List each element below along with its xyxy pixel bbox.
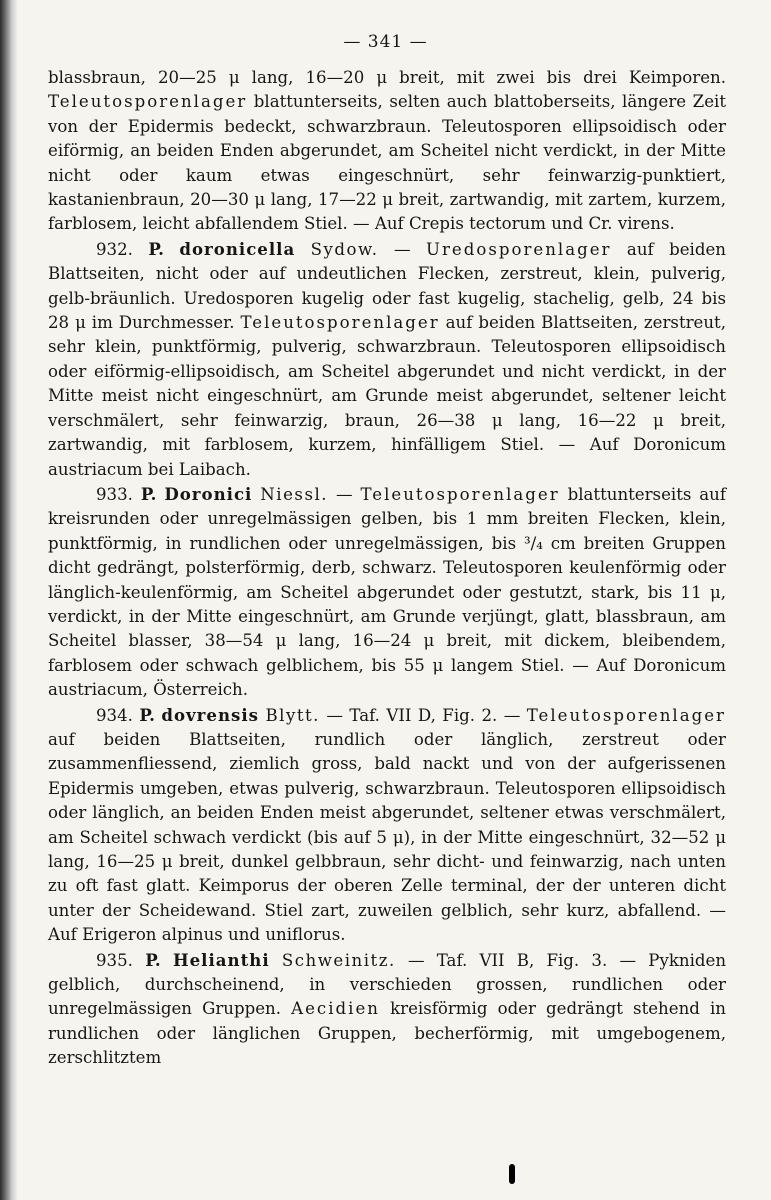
spaced-term: Teleutosporenlager (240, 313, 440, 333)
entry-number: 935. (96, 950, 133, 970)
text-run: — Taf. VII B, Fig. 3. — Pykniden gelblich, durchscheinend, in verschieden grossen, rundlichen oder unregelmässigen Gruppen. (48, 950, 727, 1019)
spaced-term: Teleutosporenlager (526, 705, 726, 725)
text-run: auf beiden Blattseiten, zerstreut, sehr klein, punktförmig, pulverig, schwarzbraun. Teleutosporen ellipsoidisch oder eiförmig-ellipsoidisch, am Scheitel abgerundet und nicht verdickt, in der Mitte meist nicht eingeschnürt, am Grunde meist abgerundet, seltener leicht verschmälert, sehr feinwarzig, braun, 26—38 μ lang, 16—22 μ breit, zartwandig, mit farblosem, kurzem, hinfälligem Stiel. — Auf Doronicum austriacum bei Laibach. (48, 313, 726, 479)
species-name: dovrensis (161, 704, 260, 725)
species-entry-932 (48, 237, 726, 482)
entry-number: 934. (96, 705, 133, 725)
species-name: doronicella (179, 238, 296, 259)
text-run: kreisförmig oder gedrängt stehend in rundlichen oder länglichen Gruppen, becherförmig, mit umgebogenem, zerschlitztem (48, 999, 726, 1068)
text-run: blattunterseits auf kreisrunden oder unregelmässigen gelben, bis 1 mm breiten Flecken, klein, punktförmig, in rundlichen oder unregelmässigen, bis ³/₄ cm breiten Gruppen dicht gedrängt, polsterförmig, derb, schwarz. Teleutosporen keulenförmig oder länglich-keulenförmig, am Scheitel abgerundet oder gestutzt, stark, bis 11 μ, verdickt, in der Mitte eingeschnürt, am Grunde verjüngt, glatt, blassbraun, am Scheitel blasser, 38—54 μ lang, 16—24 μ breit, mit dickem, bleibendem, farblosem oder schwach gelblichem, bis 55 μ langem Stiel. — Auf Doronicum austriacum, Österreich. (48, 484, 727, 700)
continuation-paragraph (48, 66, 726, 237)
ink-mark (509, 1164, 515, 1184)
author-name: Schweinitz. (281, 950, 396, 970)
author-name: Blytt. (265, 705, 320, 725)
spaced-term: Uredosporenlager (426, 239, 612, 259)
species-entry-933 (48, 482, 726, 703)
genus-abbrev: P. (140, 483, 157, 504)
genus-abbrev: P. (148, 238, 164, 259)
text-run: — (328, 484, 361, 504)
text-run: — (378, 239, 426, 259)
page-body (48, 66, 726, 1071)
genus-abbrev: P. (139, 704, 155, 725)
entry-number: 933. (96, 484, 133, 504)
species-entry-934 (48, 703, 726, 948)
text-run: auf beiden Blattseiten, rundlich oder länglich, zerstreut oder zusammenfliessend, ziemlich gross, bald nackt und von der aufgerissenen Epidermis umgeben, etwas pulverig, schwarzbraun. Teleutosporen ellipsoidisch oder länglich, an beiden Enden meist abgerundet, seltener etwas verschmälert, am Scheitel schwach verdickt (bis auf 5 μ), in der Mitte eingeschnürt, 32—52 μ lang, 16—25 μ breit, dunkel gelbbraun, sehr dicht- und feinwarzig, nach unten zu oft fast glatt. Keimporus der oberen Zelle terminal, der der unteren dicht unter der Scheidewand. Stiel zart, zuweilen gelblich, sehr kurz, abfallend. — Auf Erigeron alpinus und uniflorus. (48, 729, 726, 945)
text-run: blassbraun, 20—25 μ lang, 16—20 μ breit, mit zwei bis drei Keimporen. (48, 68, 726, 87)
species-name: Doronici (164, 483, 253, 504)
author-name: Niessl. (260, 484, 329, 504)
author-name: Sydow. (310, 239, 379, 259)
entry-number: 932. (96, 239, 133, 259)
page-binding-shadow (0, 0, 18, 1200)
spaced-term: Teleutosporenlager (48, 92, 248, 112)
text-run: blattunterseits, selten auch blattoberseits, längere Zeit von der Epidermis bedeckt, schwarzbraun. Teleutosporen ellipsoidisch oder eiförmig, an beiden Enden abgerundet, am Scheitel nicht verdickt, in der Mitte nicht oder kaum etwas eingeschnürt, sehr feinwarzig-punktiert, kastanienbraun, 20—30 μ lang, 17—22 μ breit, zartwandig, mit zartem, kurzem, farblosem, leicht abfallendem Stiel. — Auf Crepis tectorum und Cr. virens. (48, 92, 726, 234)
species-name: Helianthi (172, 949, 270, 970)
text-run: — Taf. VII D, Fig. 2. — (319, 705, 527, 725)
page-number: — 341 — (343, 32, 428, 52)
spaced-term: Teleutosporenlager (360, 484, 560, 504)
text-run: auf beiden Blattseiten, nicht oder auf undeutlichen Flecken, zerstreut, klein, pulverig, gelb-bräunlich. Uredosporen kugelig oder fast kugelig, stachelig, gelb, 24 bis 28 μ im Durchmesser. (48, 239, 726, 333)
species-entry-935 (48, 948, 726, 1071)
genus-abbrev: P. (145, 949, 161, 970)
spaced-term: Aecidien (291, 999, 380, 1019)
